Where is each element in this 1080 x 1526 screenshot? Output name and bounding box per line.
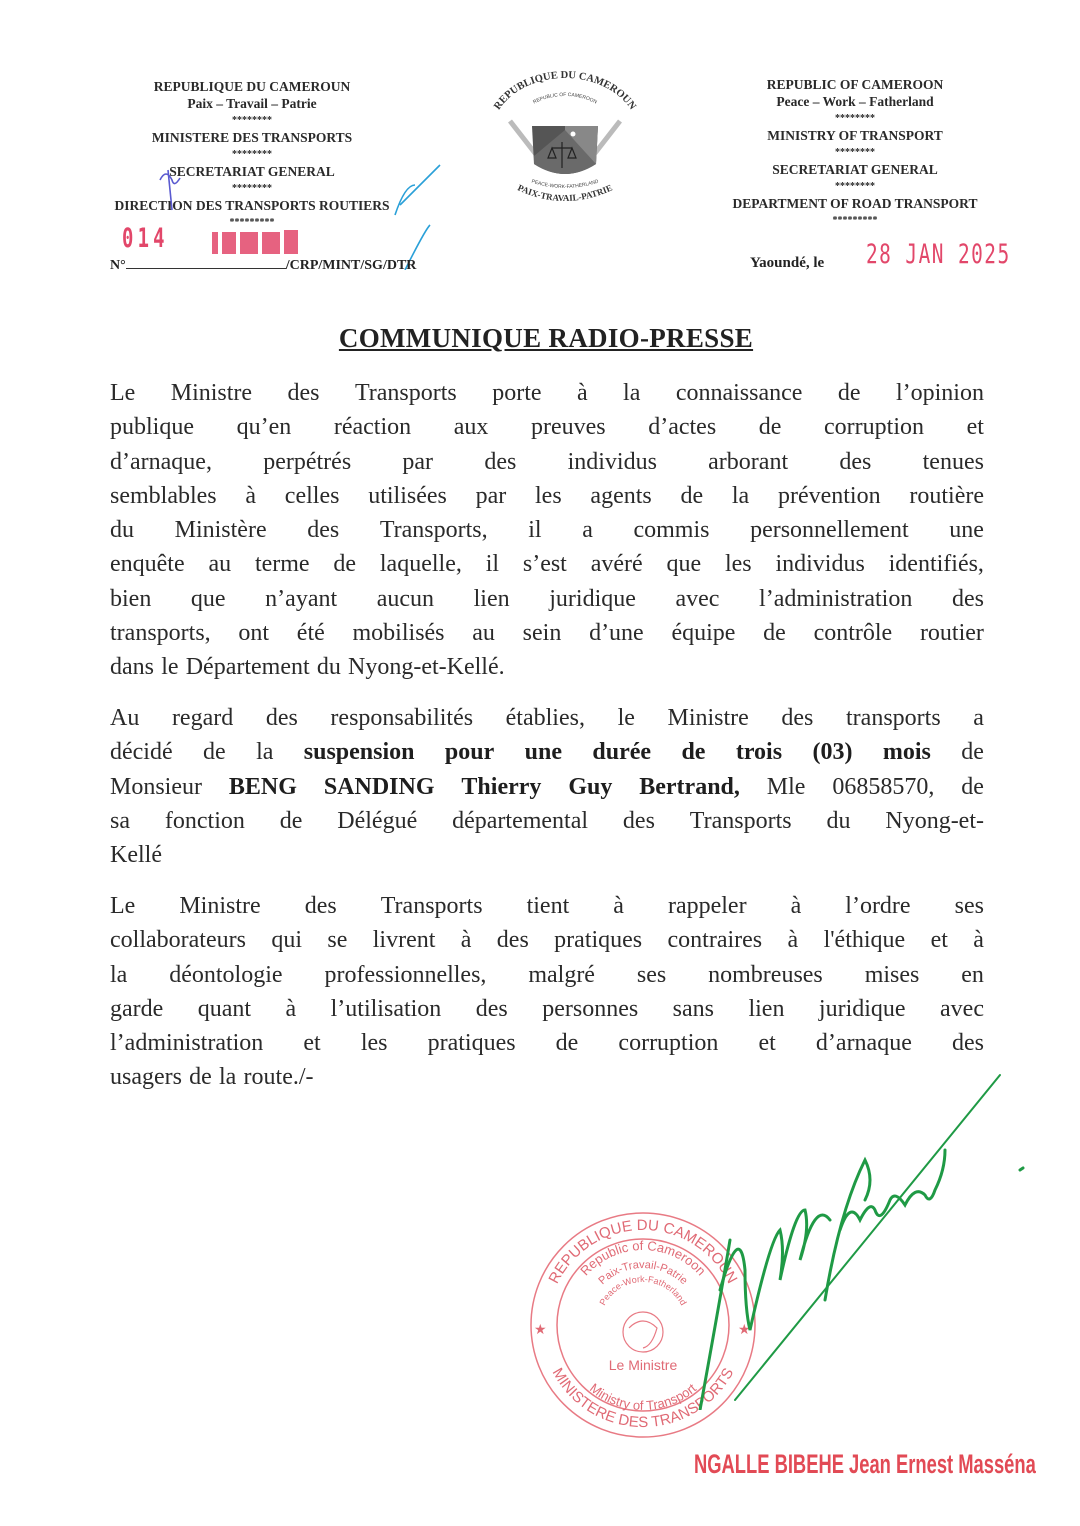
document-title: COMMUNIQUE RADIO-PRESSE <box>338 323 754 353</box>
text-line <box>110 445 984 479</box>
header-right-english <box>715 76 995 229</box>
minister-signature <box>690 1070 1040 1410</box>
word: rappeler <box>667 893 747 919</box>
word: des <box>951 1030 984 1057</box>
svg-text:Peace-Work-Fatherland: Peace-Work-Fatherland <box>597 1273 689 1307</box>
motto-fr: Paix – Travail – Patrie <box>187 96 317 111</box>
word: sein <box>522 620 562 647</box>
word: d’arnaque <box>815 1030 912 1057</box>
word: l'éthique <box>823 927 906 954</box>
word: Kellé <box>110 842 162 869</box>
word: les <box>724 551 752 578</box>
word: de <box>961 773 984 800</box>
word: lien <box>748 995 785 1022</box>
word: la <box>256 739 274 766</box>
word: aucun <box>376 585 435 612</box>
word: Transports <box>354 380 457 406</box>
date-place: Yaoundé, le <box>750 255 825 271</box>
word: bien <box>110 585 152 612</box>
word: du <box>110 517 134 544</box>
word: et <box>966 414 984 441</box>
word: en <box>961 961 984 988</box>
bold-word: SANDING <box>323 773 435 800</box>
word: Transports <box>689 807 792 834</box>
word: déontologie <box>169 961 283 988</box>
reference-line <box>110 257 416 275</box>
word: Mle <box>766 773 806 800</box>
word: des <box>622 807 655 834</box>
separator: ******** <box>835 181 875 192</box>
word: qui <box>271 927 302 954</box>
separator: ******** <box>835 113 875 124</box>
word: lien <box>473 585 510 612</box>
word: nombreuses <box>708 961 823 988</box>
word: publique <box>110 414 194 441</box>
word: à <box>285 995 297 1022</box>
word: Ministère <box>174 517 267 544</box>
word: professionnelles, <box>324 961 487 988</box>
signatory-name-stamp: NGALLE BIBEHE Jean Ernest Masséna <box>694 1449 1036 1479</box>
word: l’administration <box>110 1030 264 1057</box>
svg-text:REPUBLIQUE DU CAMEROUN: REPUBLIQUE DU CAMEROUN <box>492 69 638 112</box>
word: ont <box>238 620 270 647</box>
word: au <box>472 620 495 647</box>
word: de <box>279 807 303 834</box>
word: des <box>287 380 320 406</box>
word: porte <box>492 380 542 406</box>
word: une <box>949 517 984 544</box>
direction-en: DEPARTMENT OF ROAD TRANSPORT <box>732 196 978 211</box>
separator: ******** <box>232 115 272 126</box>
text-line <box>110 804 984 838</box>
word: Nyong-et-Kellé. <box>348 654 505 681</box>
word: tient <box>526 893 570 919</box>
separator: ********* <box>229 217 275 228</box>
word: à <box>787 927 799 954</box>
word: d’actes <box>648 414 717 441</box>
word: sa <box>110 807 130 834</box>
word: responsabilités <box>330 705 474 731</box>
word: pratiques <box>554 927 643 954</box>
word: des <box>951 585 984 612</box>
text-line <box>110 376 984 410</box>
word: malgré <box>528 961 595 988</box>
text-line <box>110 889 984 923</box>
word: il <box>485 551 500 578</box>
reference-stamp-smudge <box>212 230 302 258</box>
word: Ministre <box>170 380 253 406</box>
country-fr: REPUBLIQUE DU CAMEROUN <box>153 79 351 94</box>
word: de <box>189 1064 212 1091</box>
word: a <box>973 705 984 731</box>
word: perpétrés <box>263 448 352 475</box>
word: de <box>763 620 786 647</box>
separator: ******** <box>232 149 272 160</box>
svg-text:Paix-Travail-Patrie: Paix-Travail-Patrie <box>596 1258 690 1288</box>
text-line <box>110 410 984 444</box>
reference-suffix: /CRP/MINT/SG/DTR <box>285 258 417 273</box>
separator: ******** <box>835 147 875 158</box>
word: quant <box>197 995 252 1022</box>
word: arborant <box>708 448 789 475</box>
word: prévention <box>777 482 881 509</box>
word: la <box>219 1064 237 1091</box>
paragraph-3 <box>110 889 984 1095</box>
text-line <box>110 479 984 513</box>
word: semblables <box>110 482 217 509</box>
svg-text:REPUBLIQUE DU CAMEROUN: REPUBLIQUE DU CAMEROUN <box>545 1216 741 1287</box>
word: tenues <box>922 448 984 475</box>
text-line <box>110 701 984 735</box>
word: d’arnaque, <box>110 448 212 475</box>
word: les <box>535 482 562 509</box>
word: à <box>460 927 472 954</box>
text-line <box>110 735 984 769</box>
word: Ministre <box>667 705 749 731</box>
word: à <box>790 893 802 919</box>
word: d’une <box>589 620 644 647</box>
bold-word: (03) <box>812 739 853 766</box>
word: à <box>973 927 984 954</box>
word: mobilisés <box>352 620 445 647</box>
word: il <box>528 517 542 544</box>
svg-text:Le Ministre: Le Ministre <box>608 1357 678 1373</box>
word: des <box>496 927 529 954</box>
word: celles <box>284 482 340 509</box>
svg-text:Ministry of Transport: Ministry of Transport <box>587 1380 700 1413</box>
word: Le <box>110 893 136 919</box>
word: fonction <box>164 807 245 834</box>
word: l’ordre <box>845 893 911 919</box>
text-line <box>110 513 984 547</box>
word: décidé <box>110 739 173 766</box>
word: routier <box>919 620 984 647</box>
word: pratiques <box>427 1030 516 1057</box>
word: collaborateurs <box>110 927 246 954</box>
word: Au <box>110 705 140 731</box>
word: livrent <box>372 927 436 954</box>
bold-word: Thierry <box>461 773 542 800</box>
word: juridique <box>818 995 906 1022</box>
word: du <box>316 654 341 681</box>
word: Nyong-et- <box>885 807 984 834</box>
word: par <box>475 482 507 509</box>
word: personnellement <box>750 517 909 544</box>
word: équipe <box>671 620 736 647</box>
text-line <box>110 547 984 581</box>
word: de <box>555 1030 579 1057</box>
word: des <box>839 448 872 475</box>
word: Transports, <box>379 517 488 544</box>
word: personnes <box>542 995 639 1022</box>
word: commis <box>633 517 710 544</box>
word: Monsieur <box>110 773 202 800</box>
motto-en: Peace – Work – Fatherland <box>776 94 934 109</box>
paragraph-2 <box>110 701 984 872</box>
word: preuves <box>530 414 606 441</box>
reference-number-stamp: 014 <box>122 223 169 254</box>
word: corruption <box>824 414 925 441</box>
word: et <box>758 1030 776 1057</box>
word: par <box>402 448 434 475</box>
word: regard <box>171 705 234 731</box>
svg-text:★: ★ <box>738 1321 751 1337</box>
svg-text:PAIX-TRAVAIL-PATRIE: PAIX-TRAVAIL-PATRIE <box>516 182 614 204</box>
word: la <box>110 961 128 988</box>
word: que <box>666 551 702 578</box>
separator: ********* <box>832 215 878 226</box>
word: dans <box>110 654 154 681</box>
word: Transports <box>380 893 483 919</box>
svg-text:Republic of Cameroon: Republic of Cameroon <box>577 1237 709 1279</box>
word: et <box>303 1030 321 1057</box>
word: l’administration <box>759 585 913 612</box>
svg-text:PEACE-WORK-FATHERLAND: PEACE-WORK-FATHERLAND <box>530 178 600 191</box>
bold-word: BENG <box>228 773 297 800</box>
word: avéré <box>590 551 643 578</box>
word: usagers <box>110 1064 182 1091</box>
word: à <box>576 380 588 406</box>
coat-of-arms-emblem <box>480 66 650 211</box>
word: utilisées <box>368 482 447 509</box>
word: de <box>837 380 861 406</box>
date-stamp: 28 JAN 2025 <box>866 239 1011 270</box>
word: ses <box>954 893 984 919</box>
text-line <box>110 958 984 992</box>
word: de <box>961 739 984 766</box>
word: du <box>826 807 851 834</box>
svg-text:MINISTERE DES TRANSPORTS: MINISTERE DES TRANSPORTS <box>548 1365 738 1432</box>
word: juridique <box>549 585 636 612</box>
word: corruption <box>618 1030 719 1057</box>
text-line <box>110 616 984 650</box>
word: et <box>930 927 948 954</box>
text-line <box>110 923 984 957</box>
bold-word: de <box>681 739 706 766</box>
word: départemental <box>452 807 589 834</box>
text-line <box>110 770 984 804</box>
word: connaissance <box>675 380 803 406</box>
word: transports, <box>110 620 211 647</box>
bold-word: mois <box>882 739 931 766</box>
word: qu’en <box>236 414 292 441</box>
word: contrôle <box>813 620 893 647</box>
secretariat-en: SECRETARIAT GENERAL <box>772 162 938 177</box>
word: enquête <box>110 551 185 578</box>
text-line <box>110 650 984 684</box>
word: des <box>307 517 340 544</box>
word: des <box>304 893 337 919</box>
word: le <box>161 654 179 681</box>
word: l’opinion <box>895 380 984 406</box>
word: Le <box>110 380 136 406</box>
ministry-fr: MINISTERE DES TRANSPORTS <box>151 130 353 145</box>
word: route./- <box>243 1064 314 1091</box>
text-line <box>110 1026 984 1060</box>
ministry-en: MINISTRY OF TRANSPORT <box>767 128 943 143</box>
text-line <box>110 992 984 1026</box>
word: de <box>758 414 782 441</box>
svg-text:★: ★ <box>534 1321 547 1337</box>
word: n’ayant <box>265 585 338 612</box>
word: individus <box>567 448 657 475</box>
word: l’utilisation <box>330 995 442 1022</box>
word: des <box>265 705 298 731</box>
word: la <box>731 482 750 509</box>
bold-word: suspension <box>303 739 415 766</box>
word: 06858570, <box>832 773 935 800</box>
word: que <box>190 585 226 612</box>
word: avec <box>675 585 720 612</box>
svg-text:REPUBLIC OF CAMEROON: REPUBLIC OF CAMEROON <box>532 91 598 106</box>
word: à <box>245 482 257 509</box>
word: agents <box>590 482 652 509</box>
bold-word: Bertrand, <box>639 773 740 800</box>
country-en: REPUBLIC OF CAMEROON <box>766 77 944 92</box>
word: avec <box>940 995 984 1022</box>
secretariat-fr: SECRETARIAT GENERAL <box>169 164 335 179</box>
word: réaction <box>333 414 412 441</box>
word: la <box>623 380 641 406</box>
word: laquelle, <box>379 551 462 578</box>
bold-word: trois <box>735 739 783 766</box>
word: garde <box>110 995 164 1022</box>
word: des <box>484 448 517 475</box>
word: de <box>680 482 704 509</box>
bold-word: une <box>524 739 563 766</box>
word: individus <box>775 551 865 578</box>
word: a <box>582 517 593 544</box>
text-line <box>110 838 984 872</box>
word: aux <box>453 414 489 441</box>
word: des <box>781 705 814 731</box>
word: de <box>333 551 357 578</box>
bold-word: pour <box>444 739 495 766</box>
word: s’est <box>522 551 567 578</box>
word: à <box>613 893 624 919</box>
word: routière <box>909 482 984 509</box>
word: terme <box>254 551 310 578</box>
word: Ministre <box>179 893 261 919</box>
word: transports <box>846 705 941 731</box>
direction-fr: DIRECTION DES TRANSPORTS ROUTIERS <box>114 198 390 213</box>
bold-word: durée <box>592 739 652 766</box>
reference-prefix: N° <box>110 258 126 273</box>
separator: ******** <box>232 183 272 194</box>
paragraph-1 <box>110 376 984 685</box>
word: le <box>617 705 635 731</box>
word: sans <box>672 995 714 1022</box>
word: les <box>360 1030 388 1057</box>
word: de <box>203 739 226 766</box>
bold-word: Guy <box>568 773 613 800</box>
word: Délégué <box>337 807 418 834</box>
text-line <box>110 582 984 616</box>
word: des <box>475 995 508 1022</box>
word: au <box>208 551 232 578</box>
word: été <box>296 620 325 647</box>
word: contraires <box>667 927 763 954</box>
word: établies, <box>505 705 585 731</box>
word: ses <box>636 961 667 988</box>
word: Département <box>185 654 310 681</box>
word: identifiés, <box>888 551 984 578</box>
word: se <box>327 927 348 954</box>
word: mises <box>864 961 920 988</box>
